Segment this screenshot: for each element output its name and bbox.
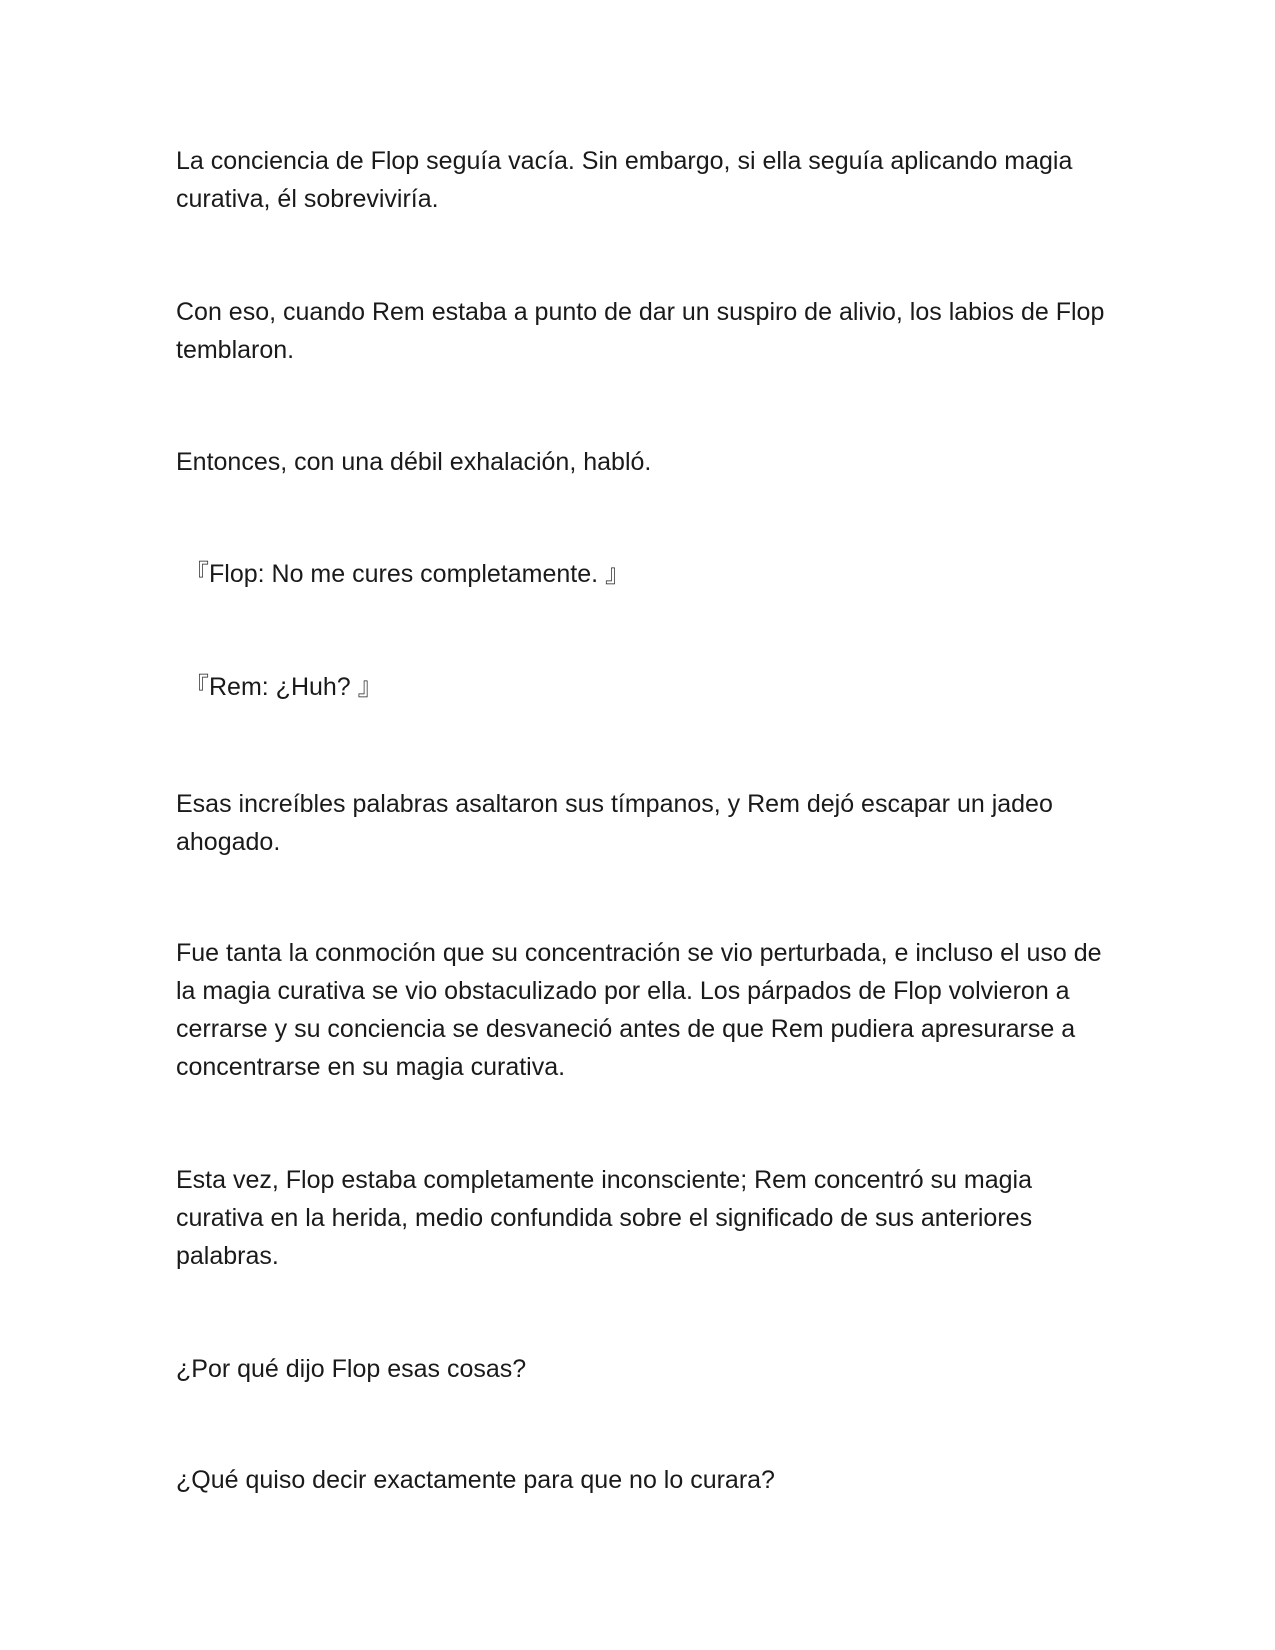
- paragraph-2: Con eso, cuando Rem estaba a punto de dar un suspiro de alivio, los labios de Flop temblaron.: [176, 298, 1105, 364]
- paragraph-4: Esas increíbles palabras asaltaron sus tímpanos, y Rem dejó escapar un jadeo ahogado.: [176, 790, 1053, 856]
- dialogue-rem: 『Rem: ¿Huh? 』: [184, 673, 383, 701]
- paragraph-5: Fue tanta la conmoción que su concentración se vio perturbada, e incluso el uso de la magia curativa se vio obstaculizado por ella. Los párpados de Flop volvieron a cerrarse y su conciencia se desvaneció antes de que Rem pudiera apresurarse a concentrarse en su magia curativa.: [176, 939, 1102, 1081]
- paragraph-6: Esta vez, Flop estaba completamente inconsciente; Rem concentró su magia curativa en la herida, medio confundida sobre el significado de sus anteriores palabras.: [176, 1166, 1033, 1270]
- paragraph-3: Entonces, con una débil exhalación, habló.: [176, 448, 652, 476]
- paragraph-8: ¿Qué quiso decir exactamente para que no lo curara?: [176, 1466, 775, 1494]
- paragraph-1: La conciencia de Flop seguía vacía. Sin embargo, si ella seguía aplicando magia curativa, él sobreviviría.: [176, 147, 1073, 213]
- dialogue-flop: 『Flop: No me cures completamente. 』: [184, 560, 630, 588]
- paragraph-7: ¿Por qué dijo Flop esas cosas?: [176, 1355, 527, 1383]
